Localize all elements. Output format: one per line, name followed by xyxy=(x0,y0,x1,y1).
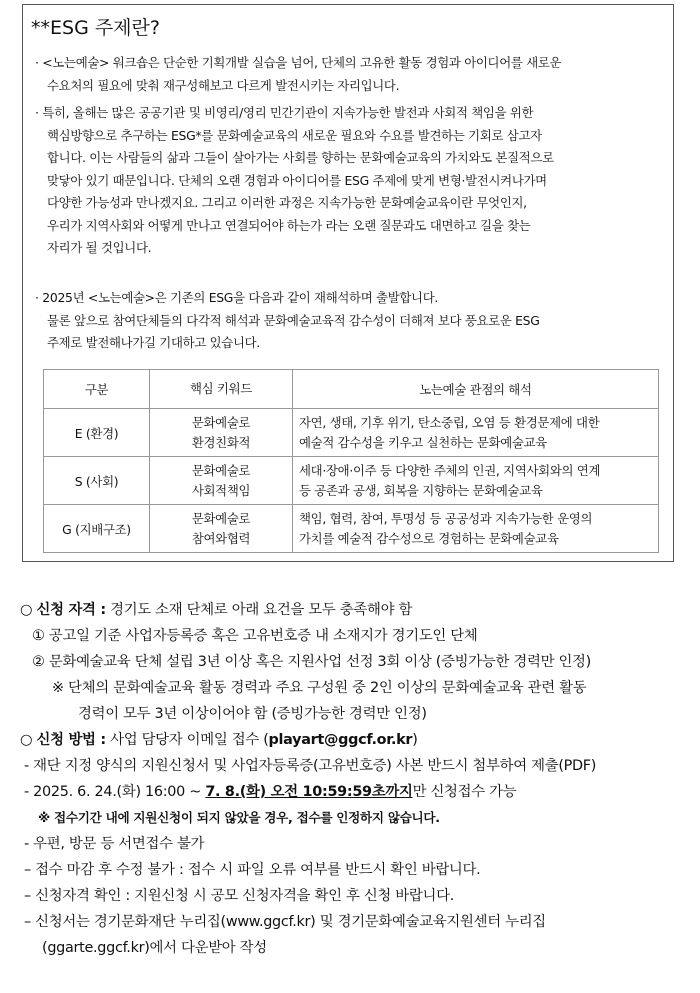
method-text: 사업 담당자 이메일 접수 ( xyxy=(105,732,269,748)
description-line: 예술적 감수성을 키우고 실천하는 문화예술교육 xyxy=(299,434,547,450)
header-interpretation: 노는예술 관점의 해석 xyxy=(293,370,659,409)
header-keyword: 핵심 키워드 xyxy=(150,370,293,409)
eligibility-item: ① 공고일 기준 사업자등록증 혹은 고유번호증 내 소재지가 경기도인 단체 xyxy=(32,628,478,644)
cell-keyword xyxy=(150,409,293,457)
description-line: 자연, 생태, 기후 위기, 탄소중립, 오염 등 환경문제에 대한 xyxy=(299,414,600,430)
text-line: 다양한 가능성과 만나겠지요. 그리고 이러한 과정은 지속가능한 문화예술교육이란 무엇인지, xyxy=(47,195,527,210)
text-line: 주제로 발전해나가길 기대하고 있습니다. xyxy=(47,335,260,350)
method-line: - 우편, 방문 등 서면접수 불가 xyxy=(24,836,205,852)
cell-category: E (환경) xyxy=(44,409,150,457)
eligibility-item: ② 문화예술교육 단체 설립 3년 이상 혹은 지원사업 선정 3회 이상 (증빙가능한 경력만 인정) xyxy=(32,654,591,670)
text-line: 맞닿아 있기 때문입니다. 단체의 오랜 경험과 아이디어를 ESG 주제에 맞게 변형·발전시켜나가며 xyxy=(47,172,547,188)
text-line: 합니다. 이는 사람들의 삶과 그들이 살아가는 사회를 향하는 문화예술교육의 가치와도 본질적으로 xyxy=(47,150,554,165)
keyword-line: 문화예술로 xyxy=(191,510,251,526)
method-section xyxy=(20,727,700,961)
cell-category: S (사회) xyxy=(44,457,150,505)
contact-email[interactable]: playart@ggcf.or.kr xyxy=(268,732,413,748)
text-line: · 2025년 <노는예술>은 기존의 ESG을 다음과 같이 재해석하며 출발합니다. xyxy=(35,290,439,305)
description-line: 등 공존과 공생, 회복을 지향하는 문화예술교육 xyxy=(299,482,543,498)
eligibility-heading xyxy=(20,597,700,623)
keyword-line: 참여와협력 xyxy=(191,530,251,546)
cell-keyword xyxy=(150,457,293,505)
deadline-line xyxy=(20,779,700,805)
cell-description xyxy=(293,505,659,553)
method-line: – 접수 마감 후 수정 불가 : 접수 시 파일 오류 여부를 반드시 확인 바랍니다. xyxy=(24,862,481,878)
box-title: **ESG 주제란? xyxy=(31,17,160,39)
description-line: 세대·장애·이주 등 다양한 주체의 인권, 지역사회와의 연계 xyxy=(299,462,601,478)
eligibility-section xyxy=(20,597,700,727)
method-heading xyxy=(20,727,700,753)
text-line: · <노는예술> 워크숍은 단순한 기획개발 실습을 넘어, 단체의 고유한 활동 경험과 아이디어를 새로운 xyxy=(35,55,562,70)
method-close: ) xyxy=(412,732,418,748)
cell-keyword xyxy=(150,505,293,553)
method-label: 신청 방법 : xyxy=(36,732,106,748)
deadline-note: ※ 접수기간 내에 지원신청이 되지 않았을 경우, 접수를 인정하지 않습니다. xyxy=(38,810,440,825)
text-line: 자리가 될 것입니다. xyxy=(47,240,152,255)
table-header-row xyxy=(44,370,659,409)
esg-table xyxy=(43,369,659,553)
keyword-line: 문화예술로 xyxy=(191,414,251,430)
eligibility-text: 경기도 소재 단체로 아래 요건을 모두 충족해야 함 xyxy=(105,602,413,618)
method-line: (ggarte.ggcf.kr)에서 다운받아 작성 xyxy=(42,940,267,956)
paragraph-2025 xyxy=(35,287,663,355)
esg-info-box xyxy=(22,4,674,562)
cell-description xyxy=(293,457,659,505)
paragraph-intro xyxy=(35,52,663,97)
cell-category: G (지배구조) xyxy=(44,505,150,553)
description-line: 책임, 협력, 참여, 투명성 등 공공성과 지속가능한 운영의 xyxy=(299,510,593,526)
deadline-start: - 2025. 6. 24.(화) 16:00 ~ xyxy=(24,784,206,800)
method-line: – 신청서는 경기문화재단 누리집(www.ggcf.kr) 및 경기문화예술교육지원센터 누리집 xyxy=(24,914,546,930)
text-line: 수요처의 필요에 맞춰 재구성해보고 다르게 발전시키는 자리입니다. xyxy=(47,77,400,93)
description-line: 가치를 예술적 감수성으로 경험하는 문화예술교육 xyxy=(299,530,559,546)
keyword-line: 환경친화적 xyxy=(191,434,251,450)
table-row xyxy=(44,505,659,553)
text-line: · 특히, 올해는 많은 공공기관 및 비영리/영리 민간기관이 지속가능한 발전과 사회적 책임을 위한 xyxy=(35,105,534,120)
eligibility-label: 신청 자격 : xyxy=(36,602,106,618)
keyword-line: 문화예술로 xyxy=(191,462,251,478)
table-row xyxy=(44,457,659,505)
table-row xyxy=(44,409,659,457)
deadline-end: 7. 8.(화) 오전 10:59:59초까지 xyxy=(205,784,413,800)
method-line: – 신청자격 확인 : 지원신청 시 공모 신청자격을 확인 후 신청 바랍니다. xyxy=(24,888,454,904)
eligibility-note: 경력이 모두 3년 이상이어야 함 (증빙가능한 경력만 인정) xyxy=(78,706,427,722)
paragraph-esg xyxy=(35,102,663,260)
bullet-circle: ○ xyxy=(20,732,33,748)
cell-description xyxy=(293,409,659,457)
text-line: 물론 앞으로 참여단체들의 다각적 해석과 문화예술교육적 감수성이 더해져 보다 풍요로운 ESG xyxy=(47,312,540,328)
deadline-suffix: 만 신청접수 가능 xyxy=(412,784,517,800)
bullet-circle: ○ xyxy=(20,602,33,618)
method-line: - 재단 지정 양식의 지원신청서 및 사업자등록증(고유번호증) 사본 반드시 첨부하여 제출(PDF) xyxy=(24,758,597,774)
header-category: 구분 xyxy=(44,370,150,409)
text-line: 우리가 지역사회와 어떻게 만나고 연결되어야 하는가 라는 오랜 질문과도 대면하고 길을 찾는 xyxy=(47,217,531,233)
keyword-line: 사회적책임 xyxy=(191,482,251,498)
text-line: 핵심방향으로 추구하는 ESG*를 문화예술교육의 새로운 필요와 수요를 발견하는 기회로 삼고자 xyxy=(47,127,542,143)
eligibility-note: ※ 단체의 문화예술교육 활동 경력과 주요 구성원 중 2인 이상의 문화예술교육 관련 활동 xyxy=(52,680,587,696)
